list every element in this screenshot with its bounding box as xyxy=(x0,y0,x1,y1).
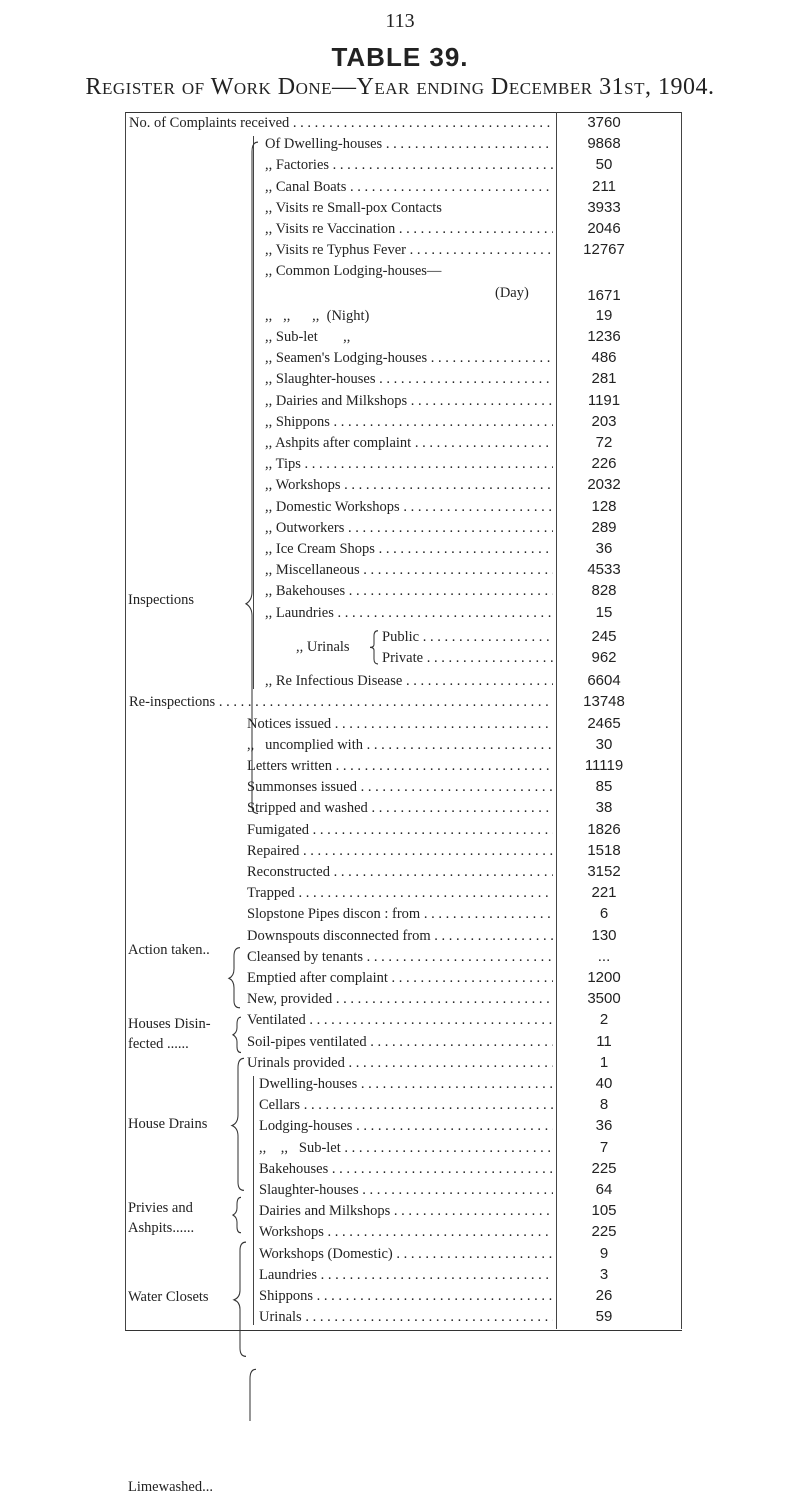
inspections-brace xyxy=(246,142,258,813)
row-label: ,, Factories . . . xyxy=(265,157,553,173)
row-label: Laundries . . . xyxy=(259,1267,553,1283)
row-label: ,, Tips . . . xyxy=(265,456,553,472)
row-value: 3152 xyxy=(587,863,621,880)
row-label: Workshops . . . xyxy=(259,1224,553,1240)
row-label: Re-inspections . . . xyxy=(129,694,553,710)
row-value: 1200 xyxy=(587,969,621,986)
row-label: ,, Ice Cream Shops . . . xyxy=(265,541,553,557)
row-label: ,, Sub-let ,, xyxy=(265,329,351,345)
row-value: 9 xyxy=(599,1244,609,1262)
row-label: Downspouts disconnected from . . . xyxy=(247,928,553,944)
row-value: ... xyxy=(597,947,611,965)
row-label: ,, Miscellaneous . . . xyxy=(265,562,553,578)
row-label: Dairies and Milkshops . . . xyxy=(259,1203,553,1219)
group-privies-1: Privies and xyxy=(128,1199,193,1216)
row-label: Dwelling-houses . . . xyxy=(259,1076,553,1092)
disinfected-brace xyxy=(233,1017,241,1052)
row-value: 962 xyxy=(591,649,617,666)
row-value: 38 xyxy=(595,799,613,817)
group-house-drains: House Drains xyxy=(128,1116,208,1133)
group-houses-disinfected-2: fected ...... xyxy=(128,1036,189,1053)
row-value: 64 xyxy=(595,1181,613,1198)
row-label: Letters written . . . xyxy=(247,758,553,774)
row-value: 19 xyxy=(595,306,613,324)
urinals-brace xyxy=(370,631,378,664)
row-label: Urinals . . . xyxy=(259,1309,553,1325)
row-value: 221 xyxy=(591,884,617,902)
row-value: 3760 xyxy=(587,114,621,131)
row-value: 1 xyxy=(599,1053,609,1071)
row-label: ,, ,, Sub-let . . . xyxy=(259,1140,553,1156)
row-value: 225 xyxy=(591,1223,617,1241)
row-label: Repaired . . . xyxy=(247,843,553,859)
row-value: 12767 xyxy=(583,241,625,259)
row-label: Urinals provided . . . xyxy=(247,1055,553,1071)
page-number: 113 xyxy=(385,10,415,32)
row-value: 130 xyxy=(591,926,617,944)
row-label: ,, Shippons . . . xyxy=(265,414,553,430)
row-value: 128 xyxy=(591,497,617,515)
row-value: 11119 xyxy=(584,757,624,774)
row-label: Private . . . xyxy=(382,650,553,666)
row-label: ,, Slaughter-houses . . . xyxy=(265,371,553,387)
row-value: 6604 xyxy=(587,672,621,690)
row-label: Notices issued . . . xyxy=(247,716,553,732)
row-value: 1236 xyxy=(587,328,621,345)
row-label: Reconstructed . . . xyxy=(247,864,553,880)
row-label: ,, Domestic Workshops . . . xyxy=(265,499,553,515)
row-label: Soil-pipes ventilated . . . xyxy=(247,1034,553,1050)
row-value: 3 xyxy=(599,1265,609,1283)
row-value: 2032 xyxy=(587,476,621,494)
row-value: 26 xyxy=(595,1287,613,1304)
row-value: 203 xyxy=(591,412,617,430)
row-label: New, provided . . . xyxy=(247,991,553,1007)
row-label: Public . . . xyxy=(382,629,553,645)
row-value: 40 xyxy=(595,1075,613,1092)
row-value: 85 xyxy=(595,778,613,796)
row-value: 226 xyxy=(591,455,617,473)
row-label: Summonses issued . . . xyxy=(247,779,553,795)
row-label: ,, uncomplied with . . . xyxy=(247,737,553,753)
row-value: 1826 xyxy=(587,820,621,838)
row-value: 828 xyxy=(591,582,617,600)
row-label: Lodging-houses . . . xyxy=(259,1118,553,1134)
group-action-taken: Action taken.. xyxy=(128,941,210,958)
row-value: 72 xyxy=(595,434,613,451)
row-label: ,, Visits re Vaccination . . . xyxy=(265,221,553,237)
row-value: 245 xyxy=(591,627,617,645)
row-value: 59 xyxy=(595,1308,613,1326)
row-value: 281 xyxy=(591,370,617,388)
privies-brace xyxy=(233,1197,241,1232)
action-brace xyxy=(229,948,240,1008)
row-label: ,, Ashpits after complaint . . . xyxy=(265,435,553,451)
drains-brace xyxy=(232,1058,244,1190)
row-label: ,, Outworkers . . . xyxy=(265,520,553,536)
row-value: 8 xyxy=(599,1096,609,1114)
row-label: Emptied after complaint . . . xyxy=(247,970,553,986)
urinals-label: ,, Urinals xyxy=(296,639,350,656)
row-label: ,, Seamen's Lodging-houses . . . xyxy=(265,350,553,366)
row-value: 2465 xyxy=(587,714,621,732)
row-value: 9868 xyxy=(587,135,621,153)
row-value: 225 xyxy=(591,1159,617,1177)
row-value: 7 xyxy=(599,1138,609,1156)
row-label: ,, ,, ,, (Night) xyxy=(265,307,370,324)
row-value: 1671 xyxy=(587,286,621,304)
row-value: 1191 xyxy=(587,391,621,409)
row-value: 486 xyxy=(591,349,617,367)
row-value: 50 xyxy=(595,156,613,174)
row-label: Trapped . . . xyxy=(247,885,553,901)
row-value: 36 xyxy=(595,1117,613,1135)
row-label: ,, Canal Boats . . . xyxy=(265,179,553,195)
row-label: Stripped and washed . . . xyxy=(247,800,553,816)
row-label: Cellars . . . xyxy=(259,1097,553,1113)
row-label: (Day) xyxy=(495,284,529,301)
row-label: No. of Complaints received . . . xyxy=(129,115,553,131)
row-label: Workshops (Domestic) . . . xyxy=(259,1246,553,1262)
row-label: ,, Workshops . . . xyxy=(265,477,553,493)
row-label: Ventilated . . . xyxy=(247,1012,553,1028)
group-privies-2: Ashpits...... xyxy=(128,1219,195,1236)
limewashed-brace xyxy=(244,1369,256,1421)
row-label: ,, Bakehouses . . . xyxy=(265,583,553,599)
row-label: Fumigated . . . xyxy=(247,822,553,838)
row-label: Of Dwelling-houses . . . xyxy=(265,136,553,152)
row-label: ,, Visits re Typhus Fever . . . xyxy=(265,242,553,258)
row-label: ,, Common Lodging-houses— xyxy=(265,263,442,280)
row-value: 15 xyxy=(595,603,613,621)
row-value: 13748 xyxy=(583,693,625,711)
row-value: 289 xyxy=(591,518,617,536)
wc-brace xyxy=(234,1242,246,1356)
row-label: ,, Re Infectious Disease . . . xyxy=(265,673,553,689)
row-value: 2046 xyxy=(587,220,621,237)
row-label: ,, Dairies and Milkshops . . . xyxy=(265,393,553,409)
row-value: 30 xyxy=(595,735,613,753)
row-value: 3500 xyxy=(587,990,621,1008)
group-water-closets: Water Closets xyxy=(128,1289,209,1306)
table-title: TABLE 39. xyxy=(331,42,469,72)
row-label: Slaughter-houses . . . xyxy=(259,1182,553,1198)
row-label: Slopstone Pipes discon : from . . . xyxy=(247,906,553,922)
row-label: ,, Visits re Small-pox Contacts xyxy=(265,199,442,216)
row-label: Bakehouses . . . xyxy=(259,1161,553,1177)
row-value: 105 xyxy=(591,1202,617,1220)
table-subtitle: Register of Work Done—Year ending December 31st, 1904. xyxy=(85,74,715,100)
group-limewashed: Limewashed... xyxy=(128,1478,213,1495)
row-label: Cleansed by tenants . . . xyxy=(247,949,553,965)
row-value: 4533 xyxy=(587,561,621,579)
row-label: ,, Laundries . . . xyxy=(265,605,553,621)
row-value: 1518 xyxy=(587,841,621,859)
row-value: 11 xyxy=(596,1032,612,1050)
row-value: 3933 xyxy=(587,198,621,216)
row-value: 211 xyxy=(592,177,616,195)
row-value: 2 xyxy=(599,1011,609,1029)
group-inspections: Inspections xyxy=(128,592,195,608)
group-houses-disinfected-1: Houses Disin- xyxy=(128,1016,211,1032)
row-label: Shippons . . . xyxy=(259,1288,553,1304)
row-value: 36 xyxy=(595,540,613,557)
row-value: 6 xyxy=(599,905,609,923)
